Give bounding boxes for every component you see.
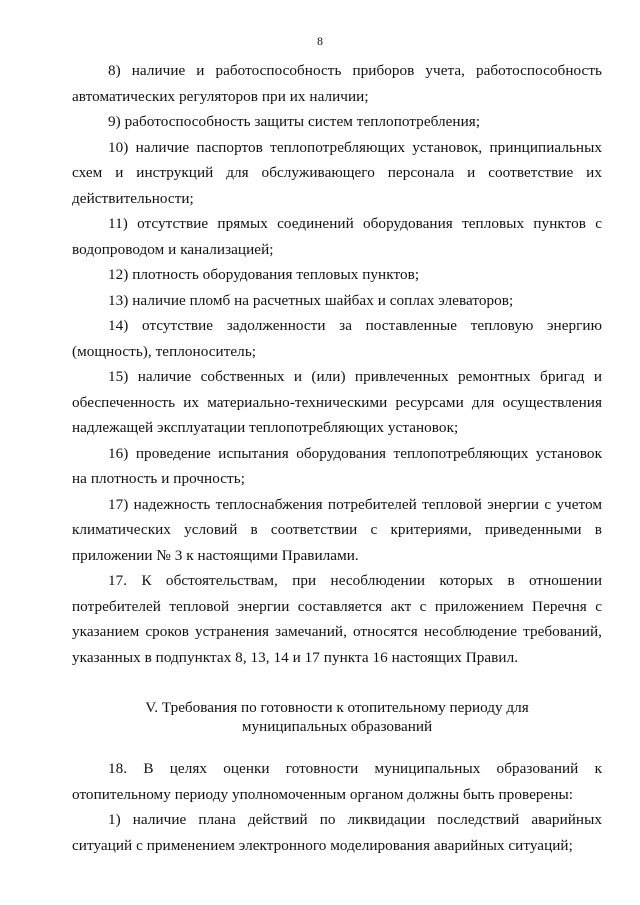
paragraph-item-17: 17) надежность теплоснабжения потребителей тепловой энергии с учетом климатических условий в соответствии с критериями, приведенными в приложении № 3 к настоящими Правилами. xyxy=(72,495,602,564)
paragraph-item-12: 12) плотность оборудования тепловых пунктов; xyxy=(108,266,420,283)
paragraph-item-14: 14) отсутствие задолженности за поставленные тепловую энергию (мощность), теплоноситель; xyxy=(72,317,602,360)
paragraph-clause-18: 18. В целях оценки готовности муниципальных образований к отопительному периоду уполномоченным органом должны быть проверены: xyxy=(72,760,602,803)
paragraph-item-15: 15) наличие собственных и (или) привлеченных ремонтных бригад и обеспеченность их материально-техническими ресурсами для осуществления надлежащей эксплуатации теплопотребляющих установок; xyxy=(72,368,602,436)
paragraph-clause-17: 17. К обстоятельствам, при несоблюдении которых в отношении потребителей тепловой энергии составляется акт с приложением Перечня с указанием сроков устранения замечаний, относятся несоблюдение требований, указанных в подпунктах 8, 13, 14 и 17 пункта 16 настоящих Правил. xyxy=(72,572,602,666)
page-number: 8 xyxy=(317,34,323,48)
paragraph-item-13: 13) наличие пломб на расчетных шайбах и соплах элеваторов; xyxy=(108,291,514,309)
paragraph-item-8: 8) наличие и работоспособность приборов учета, работоспособность автоматических регуляторов при их наличии; xyxy=(72,62,602,105)
paragraph-item-16: 16) проведение испытания оборудования теплопотребляющих установок на плотность и прочность; xyxy=(72,444,602,487)
paragraph-item-9: 9) работоспособность защиты систем теплопотребления; xyxy=(108,113,481,130)
paragraph-item-1: 1) наличие плана действий по ликвидации последствий аварийных ситуаций с применением электронного моделирования аварийных ситуаций; xyxy=(72,811,602,854)
section-heading: V. Требования по готовности к отопительному периоду для муниципальных образований xyxy=(145,699,529,735)
paragraph-item-10: 10) наличие паспортов теплопотребляющих установок, принципиальных схем и инструкций для обслуживающего персонала и соответствие их действительности; xyxy=(72,138,602,207)
document-body xyxy=(72,58,602,858)
paragraph-item-11: 11) отсутствие прямых соединений оборудования тепловых пунктов с водопроводом и канализацией; xyxy=(72,215,602,258)
